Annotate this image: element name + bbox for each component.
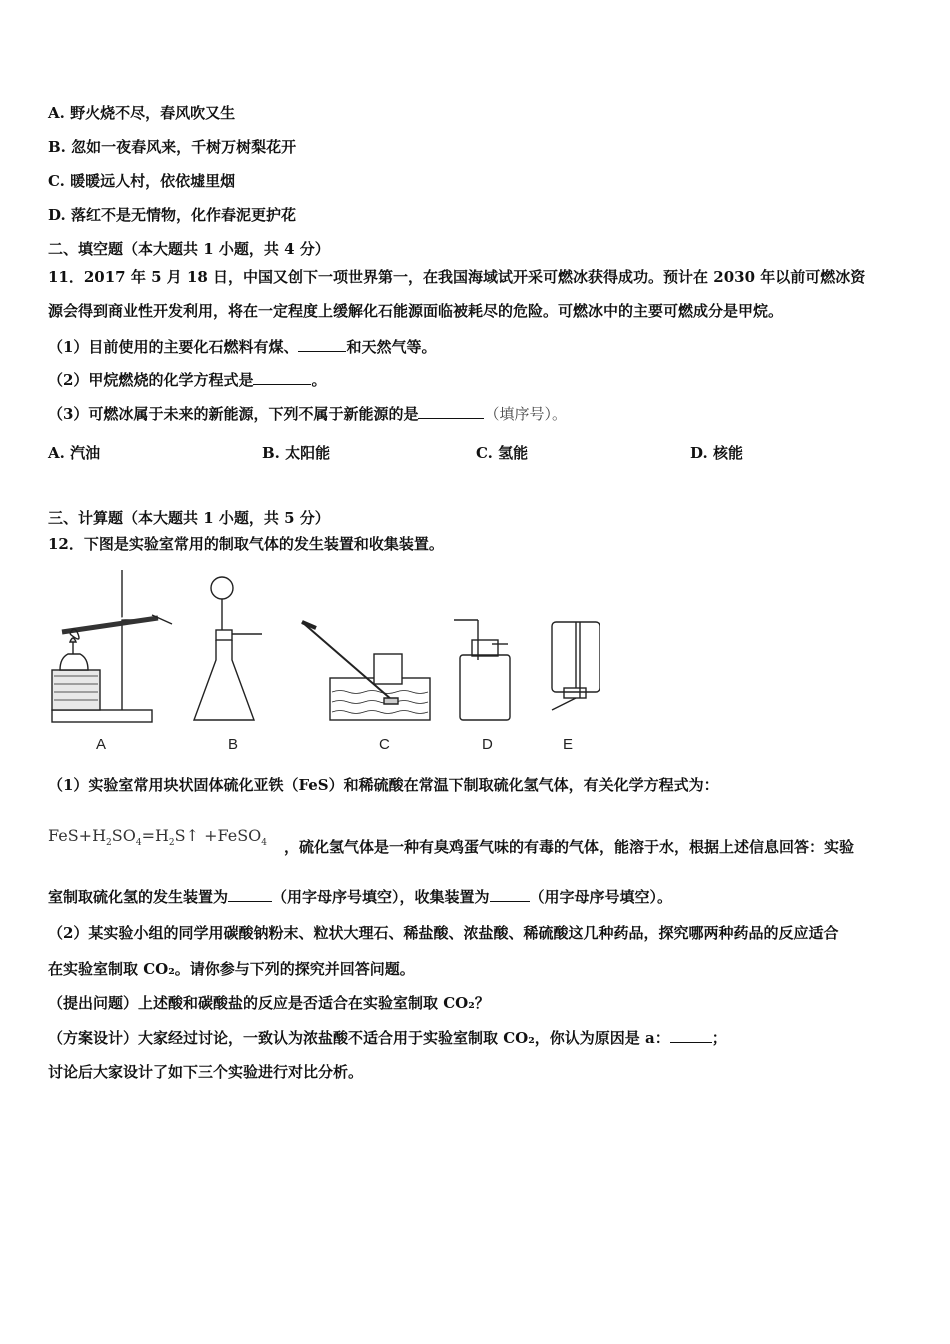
- q11-sub2: （2）甲烷燃烧的化学方程式是 。: [48, 371, 327, 389]
- q10-option-d: D. 落红不是无情物，化作春泥更护花: [48, 206, 296, 224]
- q12-p4: （2）某实验小组的同学用碳酸钠粉末、粒状大理石、稀盐酸、浓盐酸、稀硫酸这几种药品，探究哪两种药品的反应适合: [48, 924, 839, 942]
- chemical-equation: $FeS+H_2SO_4=H_2S↑$ +FeSO$_4$: [48, 826, 268, 849]
- apparatus-label-b: B: [228, 736, 239, 753]
- q11-sub1: （1）目前使用的主要化石燃料有煤、 和天然气等。: [48, 338, 437, 356]
- q12-p6: （提出问题）上述酸和碳酸盐的反应是否适合在实验室制取 CO₂？: [48, 994, 490, 1012]
- q11-sub3: （3）可燃冰属于未来的新能源，下列不属于新能源的是 （填序号）。: [48, 405, 567, 423]
- q11-line2: 源会得到商业性开发利用，将在一定程度上缓解化石能源面临被耗尽的危险。可燃冰中的主要可燃成分是甲烷。: [48, 302, 784, 320]
- q11-line1: 11．2017 年 5 月 18 日，中国又创下一项世界第一，在我国海域试开采可燃冰获得成功。预计在 2030 年以前可燃冰资: [48, 268, 866, 286]
- section3-heading: 三、计算题（本大题共 1 小题，共 5 分）: [48, 509, 330, 527]
- q11-option-b: B. 太阳能: [262, 444, 331, 462]
- q10-option-a: A. 野火烧不尽，春风吹又生: [48, 104, 236, 122]
- q12-intro: 12．下图是实验室常用的制取气体的发生装置和收集装置。: [48, 535, 444, 553]
- section2-heading: 二、填空题（本大题共 1 小题，共 4 分）: [48, 240, 330, 258]
- apparatus-e: [552, 622, 600, 710]
- q12-p2: ，硫化氢气体是一种有臭鸡蛋气味的有毒的气体，能溶于水，根据上述信息回答：实验: [284, 838, 855, 856]
- apparatus-label-d: D: [482, 736, 493, 753]
- apparatus-label-c: C: [379, 736, 390, 753]
- q12-p8: 讨论后大家设计了如下三个实验进行对比分析。: [48, 1063, 364, 1081]
- apparatus-label-e: E: [563, 736, 574, 753]
- q10-option-c: C. 暖暖远人村，依依墟里烟: [48, 172, 236, 190]
- apparatus-label-a: A: [96, 736, 107, 753]
- answer-blank[interactable]: [418, 404, 484, 419]
- q12-p7: （方案设计）大家经过讨论，一致认为浓盐酸不适合用于实验室制取 CO₂，你认为原因是 a： ；: [48, 1029, 727, 1047]
- answer-blank[interactable]: [490, 887, 530, 902]
- answer-blank[interactable]: [670, 1028, 712, 1043]
- apparatus-a: [52, 570, 172, 722]
- answer-blank[interactable]: [253, 370, 311, 385]
- q12-p1: （1）实验室常用块状固体硫化亚铁（FeS）和稀硫酸在常温下制取硫化氢气体，有关化学方程式为：: [48, 776, 719, 794]
- apparatus-b: [194, 577, 262, 720]
- q11-option-a: A. 汽油: [48, 444, 101, 462]
- answer-blank[interactable]: [298, 337, 346, 352]
- q12-p3: 室制取硫化氢的发生装置为 （用字母序号填空），收集装置为 （用字母序号填空）。: [48, 888, 673, 906]
- q12-p5: 在实验室制取 CO₂。请你参与下列的探究并回答问题。: [48, 960, 415, 978]
- apparatus-figure: [40, 560, 600, 760]
- q11-option-c: C. 氢能: [476, 444, 529, 462]
- answer-blank[interactable]: [228, 887, 272, 902]
- q10-option-b: B. 忽如一夜春风来，千树万树梨花开: [48, 138, 297, 156]
- apparatus-c: [302, 622, 430, 720]
- q11-option-d: D. 核能: [690, 444, 743, 462]
- apparatus-d: [454, 620, 510, 720]
